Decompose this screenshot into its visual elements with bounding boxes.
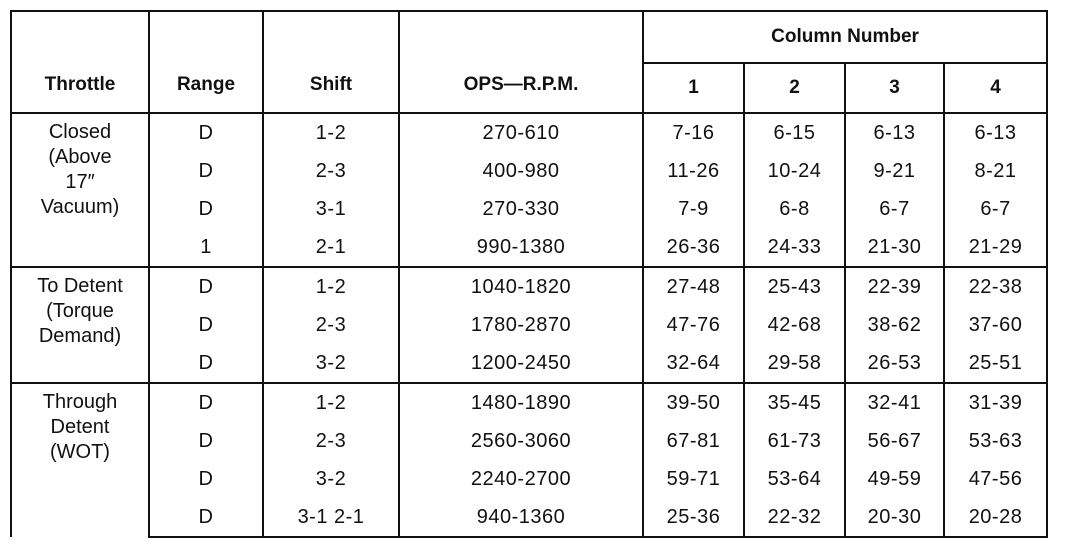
shift-speed-table bbox=[10, 10, 1048, 538]
shift-cell: 2-1 bbox=[263, 228, 399, 267]
column-1-cell: 67-81 bbox=[643, 422, 744, 460]
column-3-cell: 38-62 bbox=[845, 306, 944, 344]
column-2-cell: 6-8 bbox=[744, 190, 845, 228]
table-body bbox=[11, 113, 1047, 537]
column-1-cell: 32-64 bbox=[643, 344, 744, 383]
header-shift: Shift bbox=[263, 11, 399, 113]
shift-cell: 2-3 bbox=[263, 306, 399, 344]
throttle-cell bbox=[11, 383, 149, 537]
range-cell: 1 bbox=[149, 228, 263, 267]
range-cell: D bbox=[149, 460, 263, 498]
column-1-cell: 7-9 bbox=[643, 190, 744, 228]
throttle-cell bbox=[11, 267, 149, 383]
column-3-cell: 49-59 bbox=[845, 460, 944, 498]
header-column-4: 4 bbox=[944, 63, 1047, 113]
rpm-cell: 270-330 bbox=[399, 190, 643, 228]
column-2-cell: 6-15 bbox=[744, 113, 845, 152]
column-2-cell: 25-43 bbox=[744, 267, 845, 306]
column-1-cell: 47-76 bbox=[643, 306, 744, 344]
range-cell: D bbox=[149, 306, 263, 344]
rpm-cell: 1200-2450 bbox=[399, 344, 643, 383]
column-2-cell: 22-32 bbox=[744, 498, 845, 537]
rpm-cell: 990-1380 bbox=[399, 228, 643, 267]
rpm-cell: 1480-1890 bbox=[399, 383, 643, 422]
column-2-cell: 35-45 bbox=[744, 383, 845, 422]
table-row bbox=[11, 228, 1047, 267]
column-2-cell: 42-68 bbox=[744, 306, 845, 344]
column-2-cell: 29-58 bbox=[744, 344, 845, 383]
header-column-2: 2 bbox=[744, 63, 845, 113]
shift-cell: 2-3 bbox=[263, 422, 399, 460]
column-3-cell: 26-53 bbox=[845, 344, 944, 383]
column-3-cell: 6-7 bbox=[845, 190, 944, 228]
header-throttle: Throttle bbox=[11, 11, 149, 113]
column-4-cell: 6-13 bbox=[944, 113, 1047, 152]
column-3-cell: 56-67 bbox=[845, 422, 944, 460]
header-column-3: 3 bbox=[845, 63, 944, 113]
column-1-cell: 11-26 bbox=[643, 152, 744, 190]
column-3-cell: 9-21 bbox=[845, 152, 944, 190]
table-row bbox=[11, 267, 1047, 306]
shift-cell: 1-2 bbox=[263, 113, 399, 152]
header-ops-rpm: OPS—R.P.M. bbox=[399, 11, 643, 113]
shift-cell: 3-1 2-1 bbox=[263, 498, 399, 537]
column-2-cell: 24-33 bbox=[744, 228, 845, 267]
table-row bbox=[11, 113, 1047, 152]
throttle-line: (WOT) bbox=[50, 441, 110, 463]
rpm-cell: 2560-3060 bbox=[399, 422, 643, 460]
column-4-cell: 20-28 bbox=[944, 498, 1047, 537]
range-cell: D bbox=[149, 344, 263, 383]
column-2-cell: 61-73 bbox=[744, 422, 845, 460]
column-4-cell: 22-38 bbox=[944, 267, 1047, 306]
range-cell: D bbox=[149, 152, 263, 190]
column-4-cell: 53-63 bbox=[944, 422, 1047, 460]
table-row bbox=[11, 422, 1047, 460]
range-cell: D bbox=[149, 383, 263, 422]
throttle-line: Demand) bbox=[38, 325, 122, 347]
column-4-cell: 21-29 bbox=[944, 228, 1047, 267]
column-2-cell: 10-24 bbox=[744, 152, 845, 190]
rpm-cell: 400-980 bbox=[399, 152, 643, 190]
shift-cell: 3-2 bbox=[263, 460, 399, 498]
column-4-cell: 25-51 bbox=[944, 344, 1047, 383]
range-cell: D bbox=[149, 190, 263, 228]
throttle-line: Through bbox=[42, 391, 118, 413]
range-cell: D bbox=[149, 113, 263, 152]
column-1-cell: 59-71 bbox=[643, 460, 744, 498]
rpm-cell: 270-610 bbox=[399, 113, 643, 152]
shift-cell: 3-1 bbox=[263, 190, 399, 228]
header-range: Range bbox=[149, 11, 263, 113]
column-1-cell: 27-48 bbox=[643, 267, 744, 306]
throttle-line: To Detent bbox=[37, 275, 123, 297]
column-1-cell: 39-50 bbox=[643, 383, 744, 422]
throttle-line: (Torque bbox=[46, 300, 114, 322]
column-1-cell: 7-16 bbox=[643, 113, 744, 152]
shift-speed-table-sheet bbox=[10, 10, 1046, 548]
column-3-cell: 20-30 bbox=[845, 498, 944, 537]
rpm-cell: 2240-2700 bbox=[399, 460, 643, 498]
column-3-cell: 32-41 bbox=[845, 383, 944, 422]
header-column-number: Column Number bbox=[643, 11, 1047, 63]
table-row bbox=[11, 460, 1047, 498]
column-4-cell: 8-21 bbox=[944, 152, 1047, 190]
column-3-cell: 21-30 bbox=[845, 228, 944, 267]
throttle-line: Vacuum) bbox=[40, 196, 120, 218]
table-header bbox=[11, 11, 1047, 113]
throttle-cell bbox=[11, 113, 149, 267]
range-cell: D bbox=[149, 422, 263, 460]
column-4-cell: 31-39 bbox=[944, 383, 1047, 422]
column-4-cell: 6-7 bbox=[944, 190, 1047, 228]
table-row bbox=[11, 344, 1047, 383]
shift-cell: 3-2 bbox=[263, 344, 399, 383]
table-row bbox=[11, 152, 1047, 190]
column-3-cell: 22-39 bbox=[845, 267, 944, 306]
table-row bbox=[11, 190, 1047, 228]
table-row bbox=[11, 383, 1047, 422]
column-1-cell: 25-36 bbox=[643, 498, 744, 537]
column-3-cell: 6-13 bbox=[845, 113, 944, 152]
table-row bbox=[11, 498, 1047, 537]
range-cell: D bbox=[149, 498, 263, 537]
rpm-cell: 1780-2870 bbox=[399, 306, 643, 344]
column-2-cell: 53-64 bbox=[744, 460, 845, 498]
throttle-line: 17″ bbox=[65, 171, 95, 193]
shift-cell: 1-2 bbox=[263, 267, 399, 306]
throttle-line: Closed bbox=[48, 121, 112, 143]
range-cell: D bbox=[149, 267, 263, 306]
throttle-line: Detent bbox=[50, 416, 110, 438]
rpm-cell: 940-1360 bbox=[399, 498, 643, 537]
shift-cell: 2-3 bbox=[263, 152, 399, 190]
header-column-1: 1 bbox=[643, 63, 744, 113]
rpm-cell: 1040-1820 bbox=[399, 267, 643, 306]
column-1-cell: 26-36 bbox=[643, 228, 744, 267]
throttle-line: (Above bbox=[48, 146, 112, 168]
column-4-cell: 37-60 bbox=[944, 306, 1047, 344]
shift-cell: 1-2 bbox=[263, 383, 399, 422]
column-4-cell: 47-56 bbox=[944, 460, 1047, 498]
table-row bbox=[11, 306, 1047, 344]
